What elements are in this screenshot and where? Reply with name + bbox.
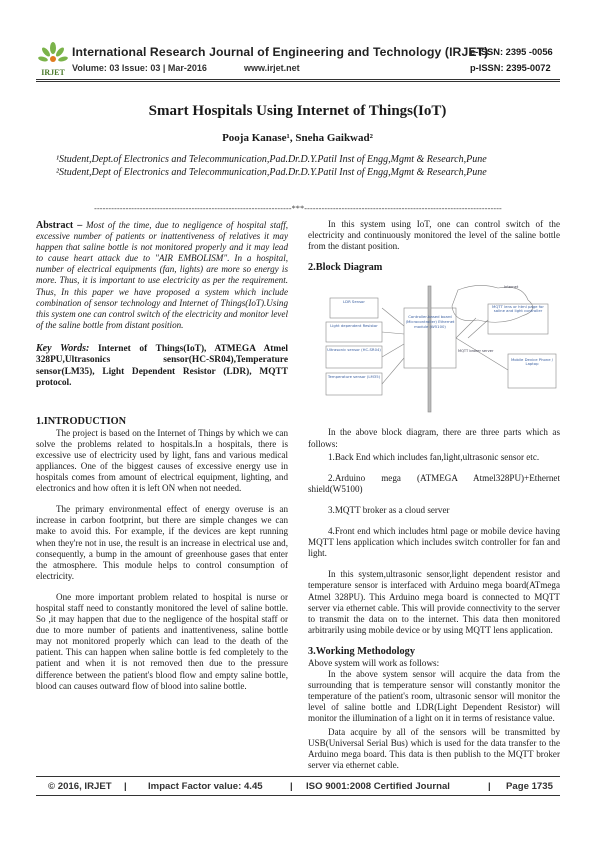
- diagram-sensor2-label: Light dependent Resistor: [330, 324, 378, 329]
- footer-page-number: Page 1735: [506, 781, 553, 792]
- intro-heading: 1.INTRODUCTION: [36, 415, 127, 427]
- footer-separator-3: |: [488, 781, 491, 792]
- part-2: 2.Arduino mega (ATMEGA Atmel328PU)+Ethernet shield(W5100): [308, 472, 560, 494]
- diagram-sensor1-label: LDR Sensor: [343, 300, 365, 305]
- keywords: [36, 343, 288, 390]
- footer-impact-factor: Impact Factor value: 4.45: [148, 781, 263, 792]
- logo-text: IRJET: [41, 68, 65, 77]
- abstract: [36, 220, 288, 331]
- section-separator: ---------------------------------------------------------------------***---------------------------------------------------------------------: [94, 204, 502, 213]
- footer-separator-1: |: [124, 781, 127, 792]
- left-column: [36, 220, 288, 692]
- header-rule-thin: [36, 81, 560, 82]
- block-diagram-heading: 2.Block Diagram: [308, 262, 383, 274]
- block-diagram: [308, 278, 560, 418]
- methodology-paragraph-1: In the above system sensor will acquire the data from the surrounding that is temperature sensor will constantly monitor the temperature of the patient's room, ultrasonic sensor will monitor the level of saline bottle and LDR(Light Dependent Resistor) will monitor the illumination of a light on it in terms of resistance value.: [308, 669, 560, 724]
- keywords-text: Internet of Things(IoT), ATMEGA Atmel 328PU,Ultrasonics sensor(HC-SR04),Temperature sensor(LM35), Light Dependent Resistor (LDR), MQTT protocol.: [36, 343, 288, 389]
- methodology-heading: 3.Working Methodology: [308, 645, 415, 657]
- footer-separator-2: |: [290, 781, 293, 792]
- footer-rule-bottom: [36, 795, 560, 796]
- abstract-text: Most of the time, due to negligence of hospital staff, excessive number of patients or inattentiveness of relatives it may happen that saline bottle is not monitored properly and it may lead to cause heart attack due to "AIR EMBOLISM". In a hospital, number of electrical equipments (fan, lights) are more so energy is more. Thus, it is important to use electricity as per the requirement. Thus, In this paper we have proposed a system which include combination of sensor technology and Internet of Things(IoT).Using this system one can control switch of the electricity and monitor level of the saline bottle from distant position.: [36, 220, 288, 330]
- diagram-app-label: MQTT lens or html page for saline and light controller: [492, 305, 544, 314]
- volume-line: Volume: 03 Issue: 03 | Mar-2016: [72, 63, 207, 73]
- right-column: [308, 219, 560, 771]
- diagram-sensor3-label: Ultrasonic sensor (HC-SR04): [327, 348, 381, 353]
- part-3: 3.MQTT broker as a cloud server: [328, 504, 450, 515]
- paper-authors: Pooja Kanase¹, Sneha Gaikwad²: [222, 132, 373, 144]
- footer-copyright: © 2016, IRJET: [48, 781, 112, 792]
- footer-rule-top: [36, 776, 560, 777]
- system-paragraph: In this system,ultrasonic sensor,light dependent resistor and temperature sensor is interfaced with Arduino mega board(ATmega Atmel 328PU). This Arduino mega board is connected to MQTT server via ethernet cable. This will provide connectivity to the server to transmit the data on to the internet. This data then monitored arbitrarily using mobile device or by using MQTT lens application.: [308, 569, 560, 635]
- p-issn: p-ISSN: 2395-0072: [470, 63, 551, 73]
- diagram-sensor4-label: Temperature sensor (LM35): [327, 375, 381, 380]
- diagram-board-label: Controller-based board (Microcontroller) Ethernet module (W5100): [405, 314, 455, 330]
- keywords-label: Key Words:: [36, 342, 90, 354]
- diagram-cloud-label: Internet: [504, 285, 519, 290]
- intro-paragraph-2: The primary environmental effect of energy overuse is an increase in carbon footprint, but there are simple changes we can make to avoid this. For example, if the devices are kept running when they're not in use, the result is an increase in electrical use and, consequently, a bump in the amount of greenhouse gases that enter the atmosphere. This module helps to control consumption of electricity.: [36, 504, 288, 581]
- journal-title: International Research Journal of Engineering and Technology (IRJET): [72, 45, 489, 59]
- footer-iso: ISO 9001:2008 Certified Journal: [306, 781, 450, 792]
- part-1: 1.Back End which includes fan,light,ultrasonic sensor etc.: [328, 451, 540, 462]
- affiliation-2: ²Student,Dept of Electronics and Telecommunication,Pad.Dr.D.Y.Patil Inst of Engg,Mgmt & Research,Pune: [56, 167, 487, 178]
- intro-paragraph-1: The project is based on the Internet of Things by which we can solve the problems related to hospitals.In a hospitals, there is excessive use of electricity used by light, fans and various medical appliances. One of the biggest causes of excessive energy use in hospitals comes from amount of electrical equipment, lighting, and electronics and how often it is left ON when not needed.: [36, 427, 288, 494]
- part-4: 4.Front end which includes html page or mobile device having MQTT lens application which includes switch controller for fan and light.: [308, 526, 560, 559]
- journal-website[interactable]: www.irjet.net: [244, 63, 300, 73]
- affiliations: [56, 153, 566, 179]
- intro-paragraph-3: One more important problem related to hospital is nurse or hospital staff need to constantly monitored the level of saline bottle. So ,it may happen that due to the negligence of the hospital staff or due to more number of patients and inattentiveness, saline bottle may not monitored properly which can lead to the death of the patient. This can happen when saline bottle is fed completely to the patient and when it is not removed then due to the pressure difference between the patient's blood flow and empty saline bottle, blood can causes outward flow of blood into saline bottle.: [36, 591, 288, 691]
- header-rule: [36, 79, 560, 80]
- irjet-logo: [36, 42, 70, 78]
- intro-continued: In this system using IoT, one can control switch of the electricity and continuously monitored the level of the saline bottle from the distant position.: [308, 219, 560, 252]
- methodology-paragraph-2: Data acquire by all of the sensors will be transmitted by USB(Universal Serial Bus) which is used for the data transfer to the Arduino mega board. This data is then publish to the MQTT broker server via ethernet cable.: [308, 726, 560, 770]
- methodology-intro: Above system will work as follows:: [308, 657, 440, 668]
- abstract-label: Abstract –: [36, 220, 83, 231]
- affiliation-1: ¹Student,Dept.of Electronics and Telecommunication,Pad.Dr.D.Y.Patil Inst of Engg,Mgmt & Research,Pune: [56, 154, 487, 165]
- diagram-device-label: Mobile Device Phone / Laptop: [510, 358, 554, 367]
- e-issn: e-ISSN: 2395 -0056: [470, 47, 553, 57]
- diagram-server-label: MQTT broker server: [458, 349, 494, 354]
- diagram-intro: In the above block diagram, there are three parts which as follows:: [308, 427, 560, 449]
- paper-title: Smart Hospitals Using Internet of Things(IoT): [148, 103, 447, 119]
